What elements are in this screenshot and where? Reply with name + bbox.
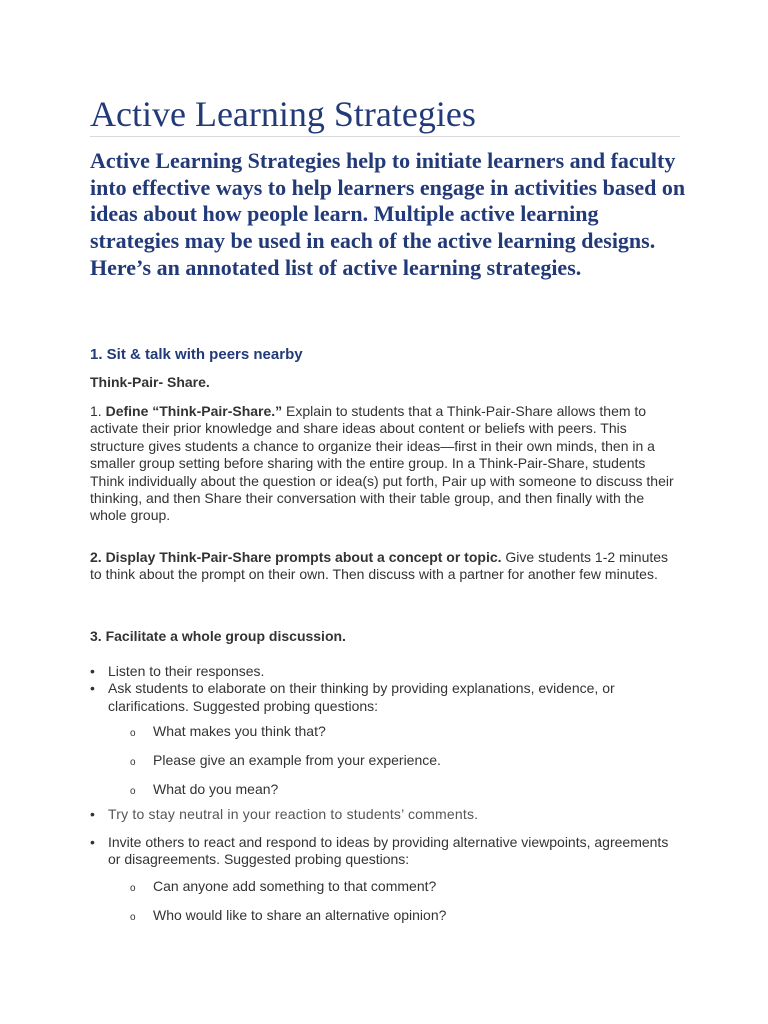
probing-questions-a (130, 723, 680, 798)
question-item (130, 781, 680, 798)
list-item-text: Ask students to elaborate on their thinking by providing explanations, evidence, or clarifications. Suggested probing questions: (108, 680, 615, 714)
intro-paragraph: Active Learning Strategies help to initiate learners and faculty into effective ways to help learners engage in activities based on ideas about how people learn. Multiple active learning strategies may be used in each of the active learning designs. Here’s an annotated list of active learning strategies. (90, 148, 686, 280)
question-item (130, 907, 680, 924)
sub-bullet-marker: o (130, 728, 136, 739)
sub-bullet-marker: o (130, 757, 136, 768)
list-item-text: Invite others to react and respond to ideas by providing alternative viewpoints, agreements or disagreements. Suggested probing questions: (108, 834, 669, 868)
list-item (90, 680, 680, 715)
step-2-text: Give students 1-2 minutes to think about the prompt on their own. Then discuss with a partner for another few minutes. (90, 549, 669, 583)
step-1-text: Explain to students that a Think-Pair-Share allows them to activate their prior knowledge and share ideas about content or beliefs with peers. This structure gives students a chance to organize their ideas—first in their own minds, then in a smaller group setting before sharing with the entire group. In a Think-Pair-Share, students Think individually about the question or idea(s) put forth, Pair up with someone to discuss their thinking, and then Share their conversation with their table group, and then finally with the whole group. (90, 403, 674, 524)
sub-bullet-marker: o (130, 883, 136, 894)
sub-bullet-marker: o (130, 786, 136, 797)
step-1-paragraph (90, 403, 680, 525)
title-divider (90, 136, 680, 137)
bullet-marker: • (90, 680, 95, 697)
question-text: What makes you think that? (153, 723, 326, 739)
list-item (90, 663, 680, 680)
question-text: Please give an example from your experience. (153, 752, 441, 768)
step-1-label: Define “Think-Pair-Share.” (105, 403, 283, 419)
neutral-bullet-list (90, 806, 680, 823)
list-item (90, 834, 680, 869)
sub-bullet-marker: o (130, 912, 136, 923)
list-item-text: Try to stay neutral in your reaction to students’ comments. (108, 806, 479, 822)
list-item (90, 806, 680, 823)
bullet-marker: • (90, 834, 95, 850)
subheading: Think-Pair- Share. (90, 374, 210, 390)
question-text: Can anyone add something to that comment? (153, 878, 437, 894)
step-1-number: 1. (90, 403, 106, 419)
step-2-paragraph (90, 549, 680, 584)
question-text: Who would like to share an alternative opinion? (153, 907, 447, 923)
bullet-marker: • (90, 663, 95, 679)
discussion-bullet-list (90, 663, 680, 715)
bullet-marker: • (90, 806, 95, 822)
question-text: What do you mean? (153, 781, 279, 797)
invite-bullet-list (90, 834, 680, 869)
question-item (130, 723, 680, 740)
question-item (130, 878, 680, 895)
list-item-text: Listen to their responses. (108, 663, 265, 679)
step-2-label: 2. Display Think-Pair-Share prompts about a concept or topic. (90, 549, 502, 565)
question-item (130, 752, 680, 769)
section-heading: 1. Sit & talk with peers nearby (90, 346, 303, 363)
page-title: Active Learning Strategies (90, 94, 476, 134)
probing-questions-b (130, 878, 680, 924)
step-3-label: 3. Facilitate a whole group discussion. (90, 628, 346, 644)
